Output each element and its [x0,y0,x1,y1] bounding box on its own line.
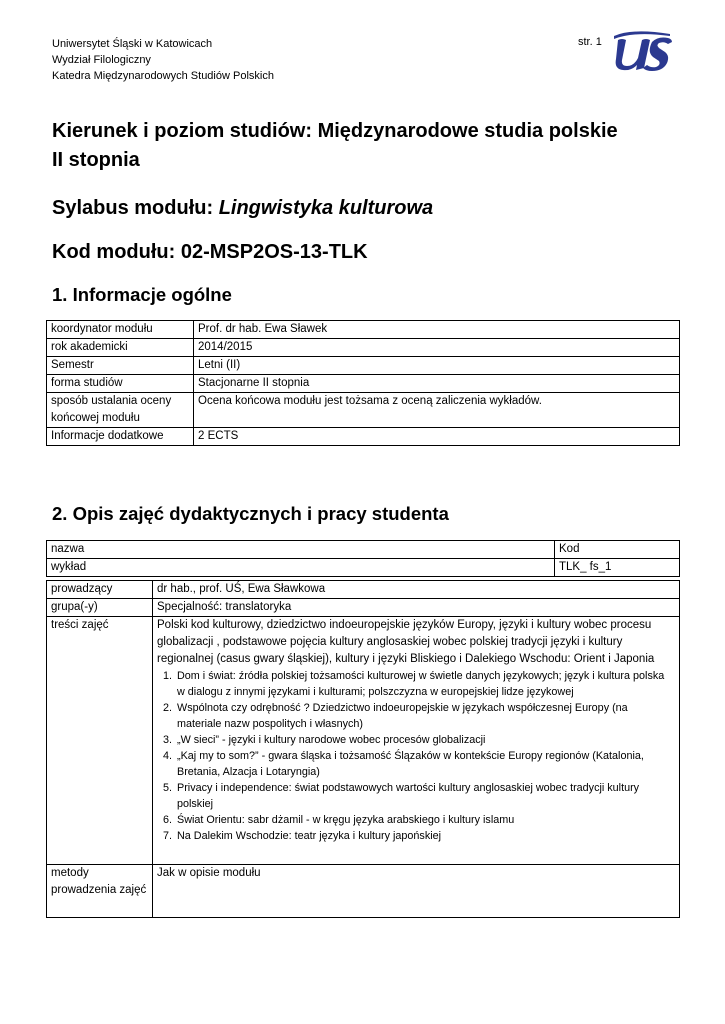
table-row [47,617,680,865]
section1-heading: 1. Informacje ogólne [52,284,232,305]
row-label: forma studiów [47,375,194,393]
university-logo [612,30,674,76]
content-intro: Polski kod kulturowy, dziedzictwo indoeuropejskie języków Europy, języki i kultury wobec procesu globalizacji , podstawowe pojęcia kultury anglosaskiej wobec polskiej tradycji języki i kultury regionalnej (casus gwary śląskiej), kultury i języki Bliskiego i Dalekiego Wschodu: Orient i Japonia [157,619,655,665]
course-table-header [46,540,680,577]
list-item: 6. Świat Orientu: sabr dżamil - w kręgu języka arabskiego i kultury islamu [175,812,675,828]
list-item: 2. Wspólnota czy odrębność ? Dziedzictwo indoeuropejskie w językach współczesnej Europy (na materiale nazw pospolitych i własnych) [175,700,675,732]
lecture-label: wykład [47,559,555,577]
program-title [52,117,618,175]
list-item: 3. „W sieci” - języki i kultury narodowe wobec procesów globalizacji [175,732,675,748]
course-details-table [46,580,680,918]
table-row [47,375,680,393]
lecture-code: TLK_ fs_1 [555,559,680,577]
row-label: Semestr [47,357,194,375]
syllabus-title [52,194,433,223]
content-cell [153,617,680,865]
row-value: Ocena końcowa modułu jest tożsama z oceną zaliczenia wykładów. [194,393,680,428]
table-row [47,321,680,339]
methods-value: Jak w opisie modułu [153,865,680,918]
page-number: str. 1 [578,36,602,48]
document-header [52,36,274,84]
row-value: 2014/2015 [194,339,680,357]
table-row [47,581,680,599]
faculty-name: Wydział Filologiczny [52,54,151,66]
row-label: sposób ustalania oceny końcowej modułu [47,393,194,428]
methods-label: metody prowadzenia zajęć [47,865,153,918]
lecturer-label: prowadzący [47,581,153,599]
row-label: koordynator modułu [47,321,194,339]
general-info-table [46,320,680,446]
department-name: Katedra Międzynarodowych Studiów Polskich [52,70,274,82]
row-value: Letni (II) [194,357,680,375]
row-value: 2 ECTS [194,428,680,446]
table-row [47,428,680,446]
list-item: 7. Na Dalekim Wschodzie: teatr języka i kultury japońskiej [175,828,675,844]
code-label: Kod [555,541,680,559]
table-row [47,559,680,577]
table-row [47,339,680,357]
lecturer-value: dr hab., prof. UŚ, Ewa Sławkowa [153,581,680,599]
name-label: nazwa [47,541,555,559]
list-item: 5. Privacy i independence: świat podstawowych wartości kultury anglosaskiej wobec tradycji kultury polskiej [175,780,675,812]
table-row [47,357,680,375]
syllabus-module-name: Lingwistyka kulturowa [218,197,434,219]
row-value: Prof. dr hab. Ewa Sławek [194,321,680,339]
program-title-line2: II stopnia [52,149,140,171]
row-value: Stacjonarne II stopnia [194,375,680,393]
list-item: 1. Dom i świat: źródła polskiej tożsamości kulturowej w świetle danych językowych; język i kultura polska w dialogu z innymi językami i kulturami; polszczyzna w europejskiej lidze językowej [175,668,675,700]
content-label: treści zajęć [47,617,153,865]
list-item: 4. „Kaj my to som?” - gwara śląska i tożsamość Ślązaków w kontekście Europy regionów (Katalonia, Bretania, Alzacja i Lotaryngia) [175,748,675,780]
group-value: Specjalność: translatoryka [153,599,680,617]
topic-list [157,668,675,844]
program-title-line1: Kierunek i poziom studiów: Międzynarodowe studia polskie [52,120,618,142]
syllabus-prefix: Sylabus modułu: [52,197,214,219]
table-row [47,541,680,559]
table-row [47,599,680,617]
module-code: Kod modułu: 02-MSP2OS-13-TLK [52,241,368,263]
group-label: grupa(-y) [47,599,153,617]
section2-heading: 2. Opis zajęć dydaktycznych i pracy studenta [52,503,449,524]
row-label: rok akademicki [47,339,194,357]
table-row [47,865,680,918]
university-name: Uniwersytet Śląski w Katowicach [52,38,213,50]
row-label: Informacje dodatkowe [47,428,194,446]
table-row [47,393,680,428]
